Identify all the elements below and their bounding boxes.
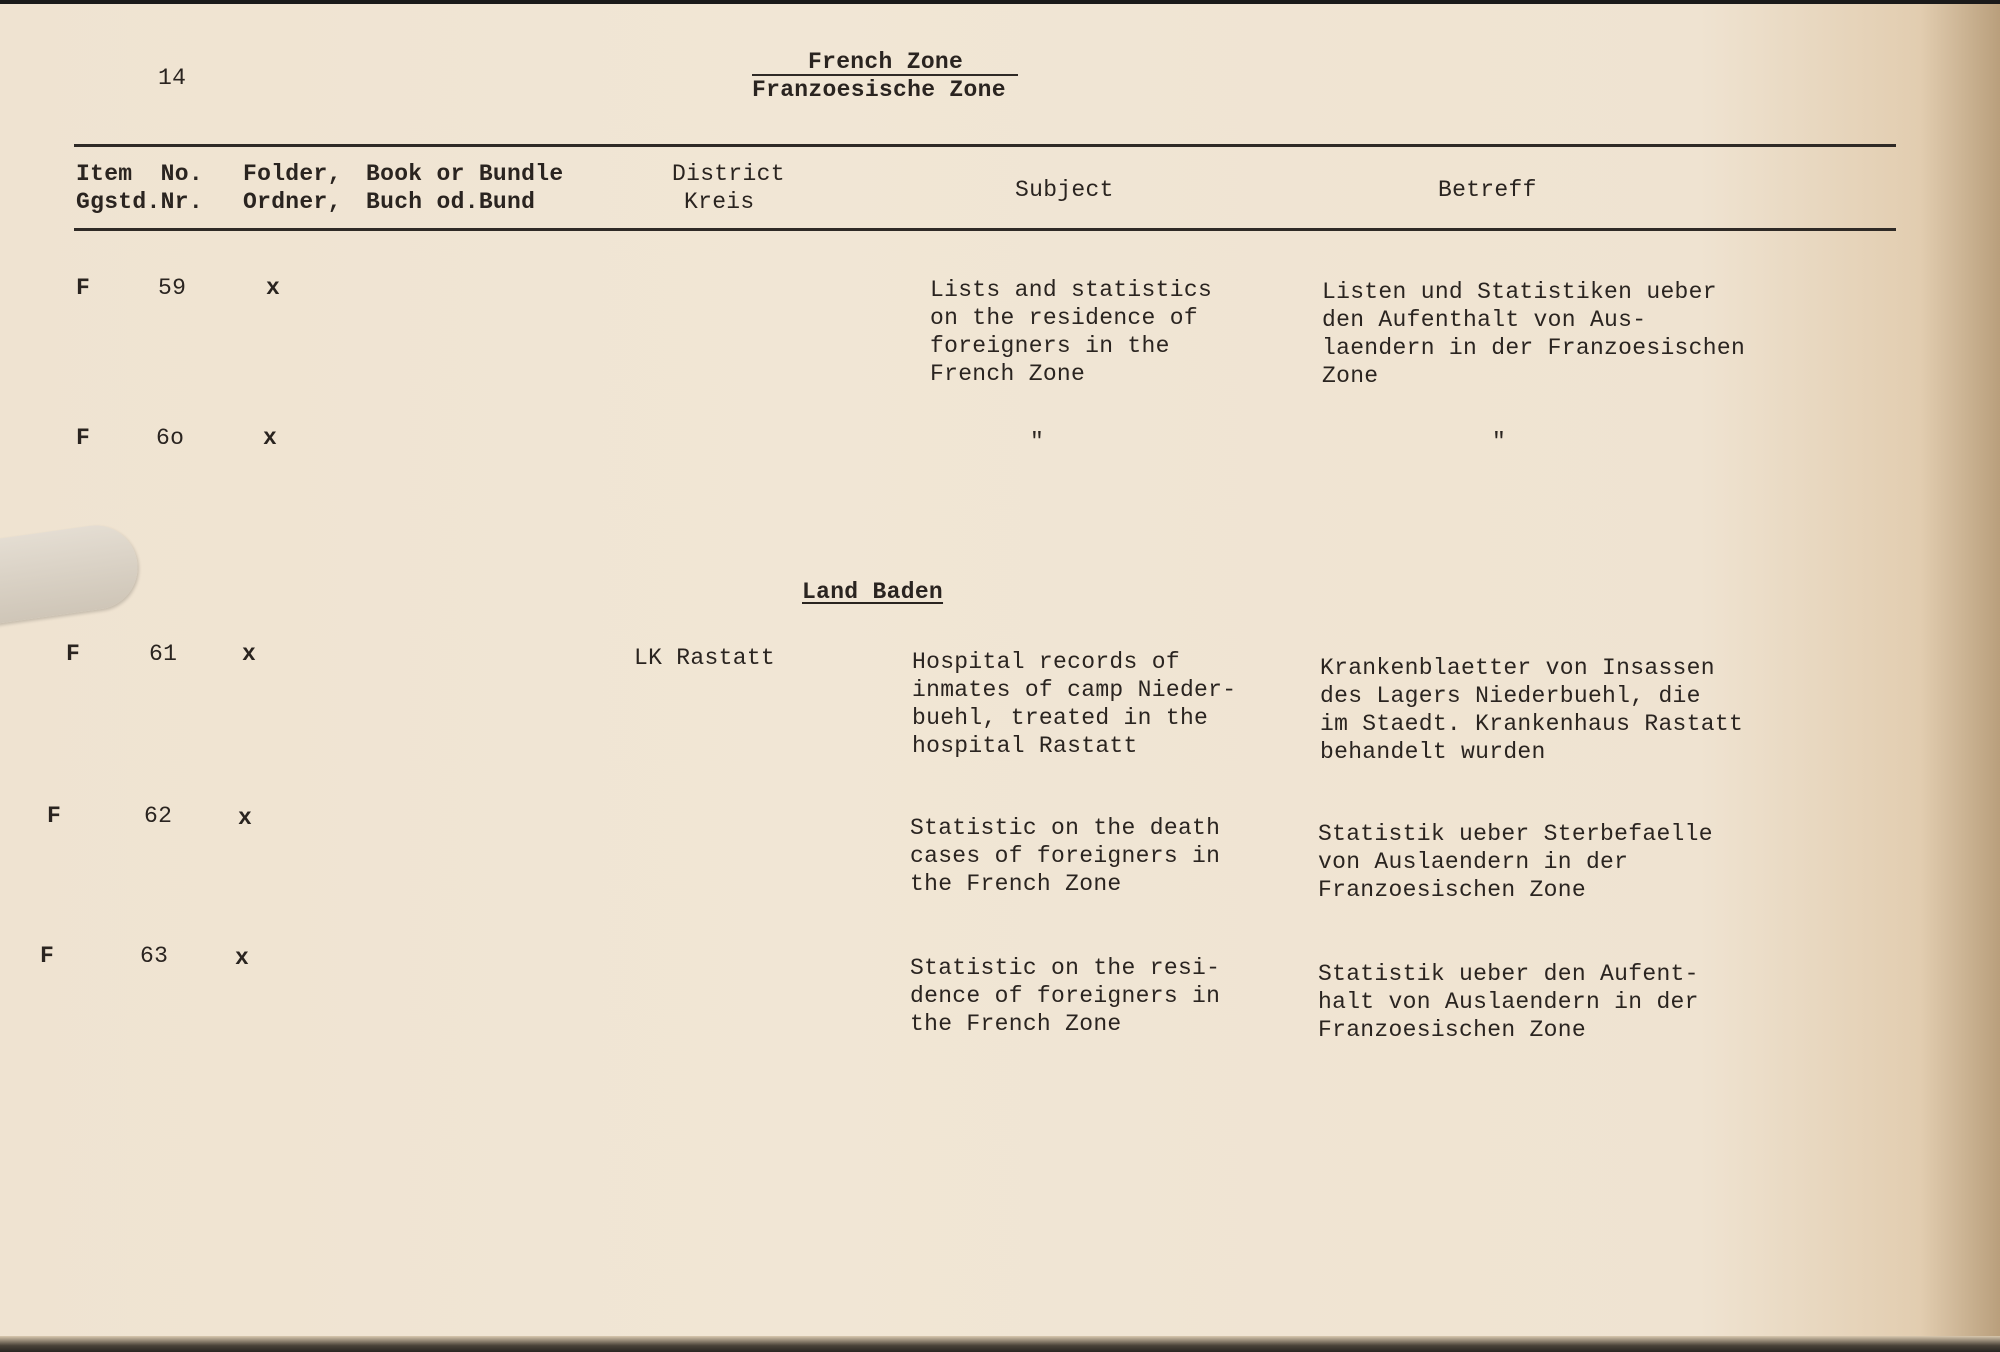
row-number: 6o bbox=[156, 425, 185, 451]
row-betreff-line: behandelt wurden bbox=[1320, 739, 1546, 765]
row-betreff-line: des Lagers Niederbuehl, die bbox=[1320, 683, 1701, 709]
row-folder-mark: x bbox=[263, 425, 278, 451]
page-edge bbox=[0, 1336, 2000, 1352]
row-subject-line: hospital Rastatt bbox=[912, 733, 1138, 759]
row-subject-line: Hospital records of bbox=[912, 649, 1180, 675]
row-subject-line: Statistic on the death bbox=[910, 815, 1221, 841]
binder-tab bbox=[0, 520, 143, 628]
row-folder-mark: x bbox=[242, 641, 257, 667]
col-folder-header-1: Folder, bbox=[243, 161, 342, 187]
row-subject-ditto: " bbox=[1030, 429, 1045, 455]
row-betreff-line: im Staedt. Krankenhaus Rastatt bbox=[1320, 711, 1744, 737]
header-top-rule bbox=[74, 144, 1896, 147]
row-folder-mark: x bbox=[235, 945, 250, 971]
row-subject-line: the French Zone bbox=[910, 871, 1122, 897]
row-prefix: F bbox=[40, 943, 55, 969]
row-subject-line: cases of foreigners in bbox=[910, 843, 1221, 869]
row-betreff-line: Franzoesischen Zone bbox=[1318, 877, 1586, 903]
row-betreff-line: Krankenblaetter von Insassen bbox=[1320, 655, 1715, 681]
row-subject-line: Lists and statistics bbox=[930, 277, 1213, 303]
row-betreff-line: von Auslaendern in der bbox=[1318, 849, 1629, 875]
row-number: 63 bbox=[140, 943, 169, 969]
row-prefix: F bbox=[76, 275, 91, 301]
col-betreff-header: Betreff bbox=[1438, 177, 1537, 203]
col-book-header-1: Book or Bundle bbox=[366, 161, 564, 187]
row-betreff-line: den Aufenthalt von Aus- bbox=[1322, 307, 1647, 333]
row-subject-line: inmates of camp Nieder- bbox=[912, 677, 1237, 703]
row-betreff-line: Franzoesischen Zone bbox=[1318, 1017, 1586, 1043]
row-subject-line: French Zone bbox=[930, 361, 1086, 387]
col-book-header-2: Buch od.Bund bbox=[366, 189, 536, 215]
row-subject-line: buehl, treated in the bbox=[912, 705, 1209, 731]
page-number: 14 bbox=[158, 65, 187, 91]
row-betreff-line: halt von Auslaendern in der bbox=[1318, 989, 1699, 1015]
col-district-header-2: Kreis bbox=[684, 189, 755, 215]
document-page bbox=[0, 4, 2000, 1340]
row-prefix: F bbox=[66, 641, 81, 667]
row-betreff-line: Zone bbox=[1322, 363, 1379, 389]
row-folder-mark: x bbox=[266, 275, 281, 301]
row-number: 59 bbox=[158, 275, 187, 301]
row-betreff-line: laendern in der Franzoesischen bbox=[1322, 335, 1746, 361]
row-number: 61 bbox=[149, 641, 178, 667]
row-betreff-line: Statistik ueber Sterbefaelle bbox=[1318, 821, 1713, 847]
row-prefix: F bbox=[47, 803, 62, 829]
row-number: 62 bbox=[144, 803, 173, 829]
col-district-header-1: District bbox=[672, 161, 785, 187]
row-subject-line: the French Zone bbox=[910, 1011, 1122, 1037]
row-prefix: F bbox=[76, 425, 91, 451]
section-heading: Land Baden bbox=[802, 579, 944, 605]
col-item-header-1: Item No. bbox=[76, 161, 203, 187]
row-subject-line: dence of foreigners in bbox=[910, 983, 1221, 1009]
col-item-header-2: Ggstd.Nr. bbox=[76, 189, 203, 215]
row-betreff-ditto: " bbox=[1492, 429, 1507, 455]
row-district: LK Rastatt bbox=[634, 645, 776, 671]
row-folder-mark: x bbox=[238, 805, 253, 831]
row-betreff-line: Statistik ueber den Aufent- bbox=[1318, 961, 1699, 987]
row-subject-line: Statistic on the resi- bbox=[910, 955, 1221, 981]
header-bottom-rule bbox=[74, 228, 1896, 231]
col-subject-header: Subject bbox=[1015, 177, 1114, 203]
title-de: Franzoesische Zone bbox=[752, 77, 1006, 103]
row-betreff-line: Listen und Statistiken ueber bbox=[1322, 279, 1717, 305]
row-subject-line: foreigners in the bbox=[930, 333, 1170, 359]
title-en: French Zone bbox=[808, 49, 964, 75]
row-subject-line: on the residence of bbox=[930, 305, 1198, 331]
col-folder-header-2: Ordner, bbox=[243, 189, 342, 215]
